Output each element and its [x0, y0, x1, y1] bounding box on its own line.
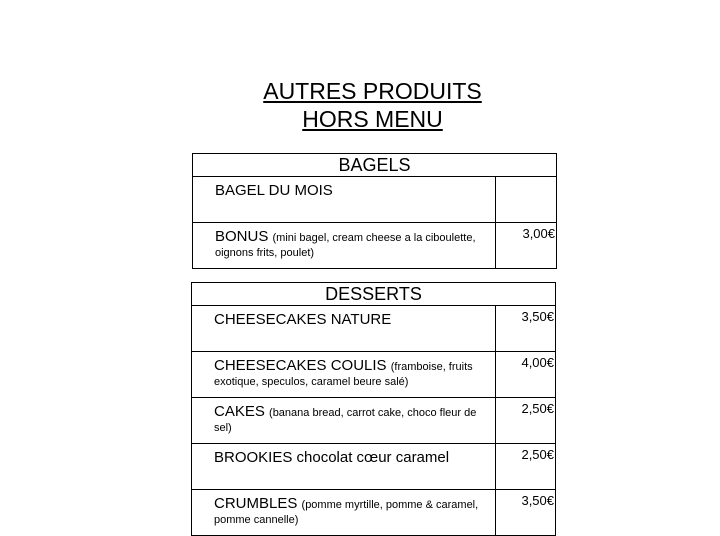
desserts-heading: DESSERTS — [192, 283, 556, 306]
item-name: CHEESECAKES NATURE — [214, 311, 392, 328]
item-price: 4,00€ — [496, 352, 556, 398]
item-name: CRUMBLES — [214, 495, 298, 512]
item-name: CHEESECAKES COULIS — [214, 357, 387, 374]
item-name: BONUS — [215, 228, 269, 245]
table-row — [192, 306, 556, 352]
item-name-cell — [192, 490, 496, 536]
item-price — [496, 177, 557, 223]
item-name: CAKES — [214, 403, 265, 420]
item-desc: (framboise, fruits exotique, speculos, caramel beure salé) — [214, 361, 473, 388]
item-name-cell — [192, 444, 496, 490]
item-desc: (banana bread, carrot cake, choco fleur de sel) — [214, 407, 477, 434]
item-price: 2,50€ — [496, 398, 556, 444]
item-name: BAGEL DU MOIS — [215, 182, 333, 199]
table-row — [193, 223, 557, 269]
item-name-cell — [192, 306, 496, 352]
item-name-cell — [192, 398, 496, 444]
item-desc: (pomme myrtille, pomme & caramel, pomme cannelle) — [214, 499, 479, 526]
item-desc: (mini bagel, cream cheese a la ciboulette, oignons frits, poulet) — [215, 232, 476, 259]
table-row — [192, 490, 556, 536]
item-price: 3,50€ — [496, 306, 556, 352]
item-name-cell — [193, 223, 496, 269]
item-name: BROOKIES chocolat cœur caramel — [214, 449, 450, 466]
bagels-heading: BAGELS — [193, 154, 557, 177]
item-price: 3,50€ — [496, 490, 556, 536]
item-price: 3,00€ — [496, 223, 557, 269]
table-row — [192, 398, 556, 444]
page-title — [0, 77, 720, 133]
item-price: 2,50€ — [496, 444, 556, 490]
table-row — [193, 177, 557, 223]
bagels-table — [192, 153, 557, 269]
item-name-cell — [193, 177, 496, 223]
table-row — [192, 444, 556, 490]
item-name-cell — [192, 352, 496, 398]
desserts-table — [191, 282, 556, 536]
title-line-1: AUTRES PRODUITS — [263, 78, 482, 104]
table-row — [192, 352, 556, 398]
title-line-2: HORS MENU — [302, 106, 443, 132]
